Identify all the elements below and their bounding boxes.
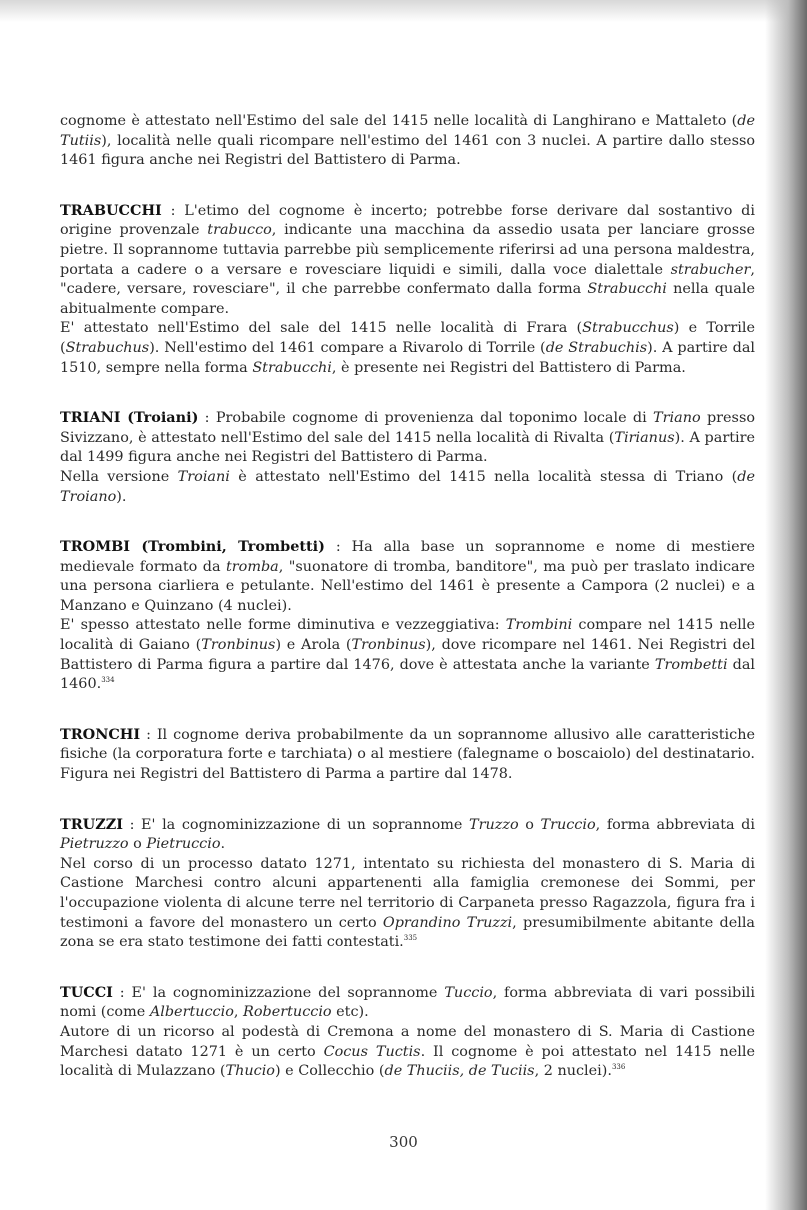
italic-term: Trombetti — [654, 656, 728, 673]
text-run: Autore di un ricorso al podestà di Cremona a nome del monastero di S. Maria di Castione Marchesi datato 1271 è un certo — [60, 1023, 755, 1060]
scan-top-shadow — [0, 0, 807, 22]
text-run: , forma abbreviata di — [595, 816, 755, 833]
italic-term: Pietruccio — [146, 836, 221, 853]
text-run: ). A partire dal 1499 figura anche nei Registri del Battistero di Parma. — [60, 429, 755, 466]
italic-term: de Troiano — [60, 468, 755, 505]
surname-entry — [60, 537, 755, 695]
italic-term: Truccio — [540, 816, 596, 833]
italic-term: Troiani — [177, 468, 230, 485]
text-run: : E' la cognominizzazione di un soprannome — [122, 816, 470, 833]
entry-paragraph — [60, 537, 755, 616]
text-run: ). — [116, 488, 127, 505]
italic-term: Cocus Tuctis — [323, 1043, 421, 1060]
italic-term: Strabucchi — [252, 359, 332, 376]
italic-term: Trombini — [505, 617, 573, 634]
text-run: compare nel 1415 nelle località di Gaiano ( — [60, 617, 755, 654]
entry-paragraph — [60, 1023, 755, 1082]
text-run: ). A partire dal 1510, sempre nella forma — [60, 339, 756, 376]
text-run: : L'etimo del cognome è incerto; potrebbe forse derivare dal sostantivo di origine provenzale — [60, 202, 755, 239]
italic-term: Tuccio — [444, 984, 493, 1001]
italic-term: Robertuccio — [243, 1004, 332, 1021]
text-run: E' attestato nell'Estimo del sale del 1415 nelle località di Frara ( — [60, 320, 583, 337]
italic-term: Thucio — [225, 1063, 275, 1080]
text-run: : E' la cognominizzazione del soprannome — [112, 984, 445, 1001]
text-run: , "suonatore di tromba, banditore", ma può per traslato indicare una persona ciarliera e petulante. Nell'estimo del 1461 è presente a Campora (2 nuclei) e a Manzano e Quinzano (4 nuclei). — [60, 558, 755, 614]
text-run: nella quale abitualmente compare. — [60, 281, 755, 317]
entry-paragraph — [60, 616, 755, 694]
surname-heading: TROMBI (Trombini, Trombetti) — [60, 538, 325, 556]
italic-term: Strabucchi — [587, 281, 667, 298]
text-run: , presumibilmente abitante della zona se era stato testimone dei fatti contestati. — [60, 914, 755, 951]
text-run: ) e Collecchio ( — [274, 1063, 385, 1080]
footnote-ref: 334 — [101, 676, 115, 685]
surname-heading: TRUZZI — [60, 815, 123, 833]
italic-term: Truzzo — [469, 816, 519, 833]
italic-term: strabucher — [670, 261, 751, 278]
page-body — [60, 112, 755, 1112]
italic-term: Tirianus — [614, 429, 675, 446]
entry-paragraph — [60, 983, 755, 1023]
text-run: E' spesso attestato nelle forme diminutiva e vezzeggiativa: — [60, 617, 506, 634]
italic-term: Triano — [653, 410, 701, 427]
text-run: Nel corso di un processo datato 1271, intentato su richiesta del monastero di S. Maria di Castione Marchesi contro alcuni appartenenti alla famiglia cremonese dei Sommi, per l'occupazione violenta di alcune terre nel territorio di Carpaneta presso Ragazzola, figura fra i testimoni a favore del monastero un certo — [60, 855, 755, 931]
surname-heading: TRONCHI — [60, 725, 141, 743]
text-run: , forma abbreviata di vari possibili nomi (come — [60, 984, 755, 1021]
text-run: : Probabile cognome di provenienza dal toponimo locale di — [198, 410, 654, 427]
text-run: presso Sivizzano, è attestato nell'Estimo del sale del 1415 nella località di Rivalta ( — [60, 410, 755, 446]
entry-paragraph — [60, 815, 755, 855]
text-run: , è presente nei Registri del Battistero di Parma. — [331, 359, 686, 376]
italic-term: trabucco — [207, 222, 272, 239]
text-run: dal 1460. — [60, 656, 755, 693]
text-run: ) e Arola ( — [275, 637, 352, 654]
entry-paragraph — [60, 725, 755, 785]
italic-term: Tronbinus — [201, 637, 276, 654]
surname-heading: TRIANI (Troiani) — [60, 409, 199, 427]
text-run: o — [518, 816, 541, 833]
text-run: etc). — [331, 1004, 369, 1021]
text-run: . — [220, 836, 226, 853]
italic-term: Tronbinus — [351, 637, 426, 654]
text-run: . Il cognome è poi attestato nel 1415 nelle località di Mulazzano ( — [60, 1043, 755, 1080]
text-run: cognome è attestato nell'Estimo del sale del 1415 nelle località di Langhirano e Mattaleto ( — [60, 113, 738, 129]
italic-term: Oprandino Truzzi — [382, 914, 513, 931]
text-run: ) e Torrile ( — [60, 320, 756, 356]
entry-paragraph — [60, 855, 755, 953]
text-run: : Ha alla base un soprannome e nome di mestiere medievale formato da — [60, 539, 756, 575]
text-run: è attestato nell'Estimo del 1415 nella località stessa di Triano ( — [229, 468, 738, 485]
surname-entry — [60, 408, 755, 507]
text-run: , indicante una macchina da assedio usata per lanciare grosse pietre. Il soprannome tuttavia parrebbe più semplicemente riferirsi ad una persona maldestra, portata a cadere o a versare e rovesciare liquidi e simili, dalla voce dialettale — [60, 222, 755, 278]
surname-entry — [60, 201, 755, 378]
text-run: , "cadere, versare, rovesciare", il che parrebbe confermato dalla forma — [60, 261, 755, 298]
text-run: ), località nelle quali ricompare nell'estimo del 1461 con 3 nuclei. A partire dallo stesso 1461 figura anche nei Registri del Battistero di Parma. — [60, 132, 755, 169]
surname-entry — [60, 725, 755, 785]
italic-term: Strabuchus — [65, 339, 150, 356]
italic-term: Strabucchus — [582, 320, 674, 337]
surname-heading: TUCCI — [60, 983, 113, 1001]
text-run: : Il cognome deriva probabilmente da un soprannome allusivo alle caratteristiche fisiche (la corporatura forte e tarchiata) o al mestiere (falegname o boscaiolo) del destinatario. Figura nei Registri del Battistero di Parma a partire dal 1478. — [60, 726, 755, 783]
footnote-ref: 336 — [611, 1063, 626, 1072]
italic-term: Albertuccio — [149, 1004, 234, 1021]
page-binding-shadow — [765, 0, 807, 1210]
entry-paragraph — [60, 201, 755, 320]
text-run: , 2 nuclei). — [534, 1063, 612, 1080]
surname-entry — [60, 815, 755, 953]
surname-entry — [60, 112, 755, 171]
page-number: 300 — [389, 1133, 418, 1151]
entry-paragraph — [60, 319, 755, 378]
text-run: ), dove ricompare nel 1461. Nei Registri del Battistero di Parma figura a partire dal 1476, dove è attestata anche la variante — [60, 637, 755, 673]
italic-term: Pietruzzo — [60, 836, 129, 853]
text-run: Nella versione — [60, 468, 178, 485]
entry-paragraph — [60, 408, 755, 468]
italic-term: de Thuciis, de Tuciis — [384, 1063, 535, 1080]
text-run: , — [233, 1004, 244, 1021]
footnote-ref: 335 — [403, 934, 418, 943]
italic-term: de Strabuchis — [545, 339, 648, 356]
italic-term: de Tutiis — [60, 113, 755, 149]
surname-heading: TRABUCCHI — [60, 201, 162, 219]
surname-entry — [60, 983, 755, 1082]
entry-paragraph — [60, 468, 755, 507]
text-run: o — [128, 836, 147, 853]
text-run: ). Nell'estimo del 1461 compare a Rivarolo di Torrile ( — [149, 339, 546, 356]
entry-paragraph — [60, 112, 755, 171]
italic-term: tromba — [226, 558, 279, 575]
